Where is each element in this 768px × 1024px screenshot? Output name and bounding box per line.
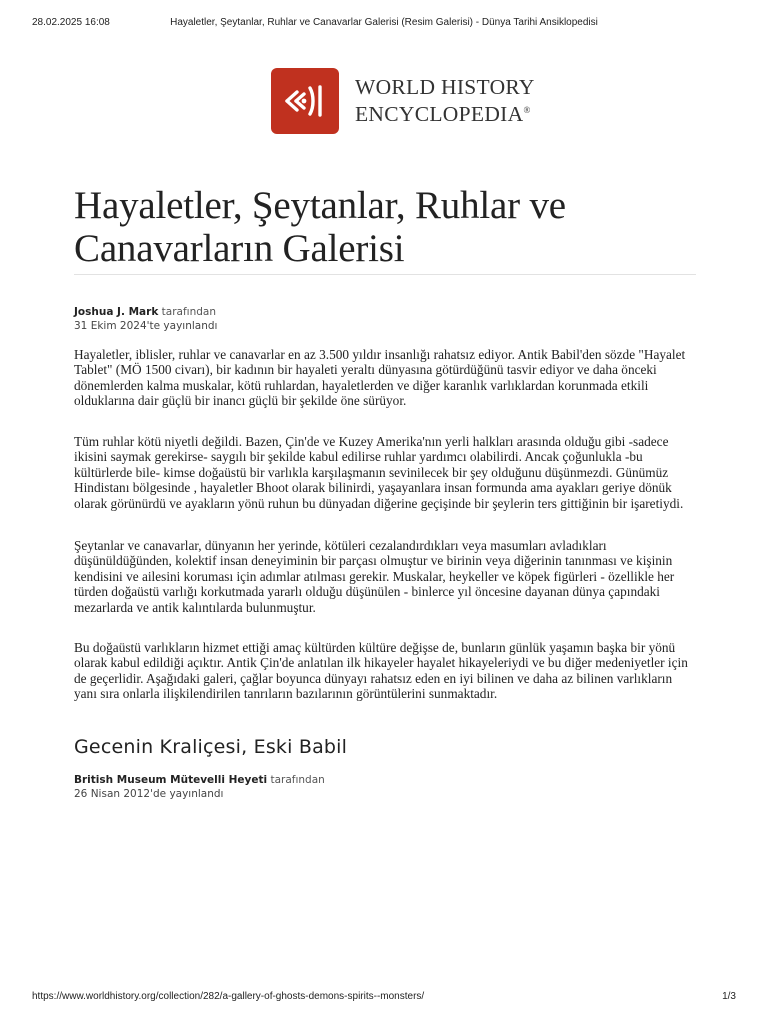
print-doc-title: Hayaletler, Şeytanlar, Ruhlar ve Canavarlar Galerisi (Resim Galerisi) - Dünya Tarihi Ansiklopedisi xyxy=(170,17,598,28)
paragraph: Şeytanlar ve canavarlar, dünyanın her yerinde, kötüleri cezalandırdıkları veya masumları avladıkları düşünüldüğünden, kolektif insan deneyiminin bir parçası olmuştur ve birinin veya diğerinin tanınması ve kişinin kendisini ve ailesini koruması için adımlar atılması gerekir. Muskalar, heykeller ve köpek figürleri - özellikle her türden doğaüstü varlığı korkutmada yararlı olduğu düşünülen - binlerce yıl öncesine dayanan dünya çapındaki mezarlarda ve antik kalıntılarda bulunmuştur. xyxy=(74,538,675,615)
paragraph: Hayaletler, iblisler, ruhlar ve canavarlar en az 3.500 yıldır insanlığı rahatsız ediyor. Antik Babil'den sözde "Hayalet Tablet" (MÖ 1500 civarı), bir kadının bir hayaleti yeraltı dünyasına götürdüğünü tasvir ediyor ve daha önceki dönemlerden kalma muskalar, kötü ruhlardan, hayaletlerden ve diğer karanlık varlıklardan korunmada etkili olduklarına dair güçlü bir inancı güçlü bir şekilde öne sürüyor. xyxy=(74,347,686,409)
gallery-item-author[interactable]: British Museum Mütevelli Heyeti xyxy=(74,774,268,786)
logo-line-1: WORLD HISTORY xyxy=(355,74,535,99)
logo-line-2 xyxy=(355,99,535,126)
article-title: Hayaletler, Şeytanlar, Ruhlar ve Canavarların Galerisi xyxy=(74,184,566,270)
print-header xyxy=(32,17,736,31)
gallery-item-heading: Gecenin Kraliçesi, Eski Babil xyxy=(74,736,348,758)
gallery-item-byline xyxy=(74,773,696,801)
gallery-item-published-date: 26 Nisan 2012'de yayınlandı xyxy=(74,788,224,800)
registered-mark: ® xyxy=(523,104,531,115)
site-logo[interactable] xyxy=(271,68,571,134)
title-divider xyxy=(74,274,696,275)
logo-line-2-text: ENCYCLOPEDIA xyxy=(355,102,524,127)
world-history-encyclopedia-logo-icon xyxy=(271,68,339,134)
logo-wordmark xyxy=(355,76,535,126)
article-author[interactable]: Joshua J. Mark xyxy=(74,306,159,318)
article-published-date: 31 Ekim 2024'te yayınlandı xyxy=(74,320,218,332)
print-footer xyxy=(32,991,736,1005)
article-byline xyxy=(74,305,696,333)
page-number: 1/3 xyxy=(722,991,736,1002)
print-timestamp: 28.02.2025 16:08 xyxy=(32,17,110,28)
byline-suffix: tarafından xyxy=(161,306,216,318)
paragraph: Bu doğaüstü varlıkların hizmet ettiği amaç kültürden kültüre değişse de, bunların günlük yaşamın başka bir yönü olarak kabul edildiği açıktır. Antik Çin'de anlatılan ilk hikayeler hayalet hikayeleriydi ve bu diğer medeniyetler için de geçerlidir. Aşağıdaki galeri, çağlar boyunca dünyayı rahatsız eden en iyi bilinen ve daha az bilinen varlıkların yanı sıra onlarla ilişkilendirilen tanrıların bazılarının görüntülerini sunmaktadır. xyxy=(74,640,688,702)
paragraph: Tüm ruhlar kötü niyetli değildi. Bazen, Çin'de ve Kuzey Amerika'nın yerli halkları arasında olduğu gibi -sadece ikisini saymak gerekirse- saygılı bir şekilde kabul edilirse ruhlar yardımcı olabilirdi. Ancak çoğunlukla -bu kültürlerde bile- kimse doğaüstü bir varlıkla karşılaşmanın sevinilecek bir şey olduğunu düşünmezdi. Günümüz Hindistanı bölgesinde , hayaletler Bhoot olarak bilinirdi, yaşayanlara insan formunda ama ayakları geriye dönük olarak görünürdü ve ayakların yönü ruhun bu dünyadan diğerine geçişinde bir şeylerin ters gittiğinin bir işaretiydi. xyxy=(74,434,684,511)
page-url[interactable]: https://www.worldhistory.org/collection/282/a-gallery-of-ghosts-demons-spirits--monsters/ xyxy=(32,991,425,1002)
byline-suffix: tarafından xyxy=(270,774,325,786)
